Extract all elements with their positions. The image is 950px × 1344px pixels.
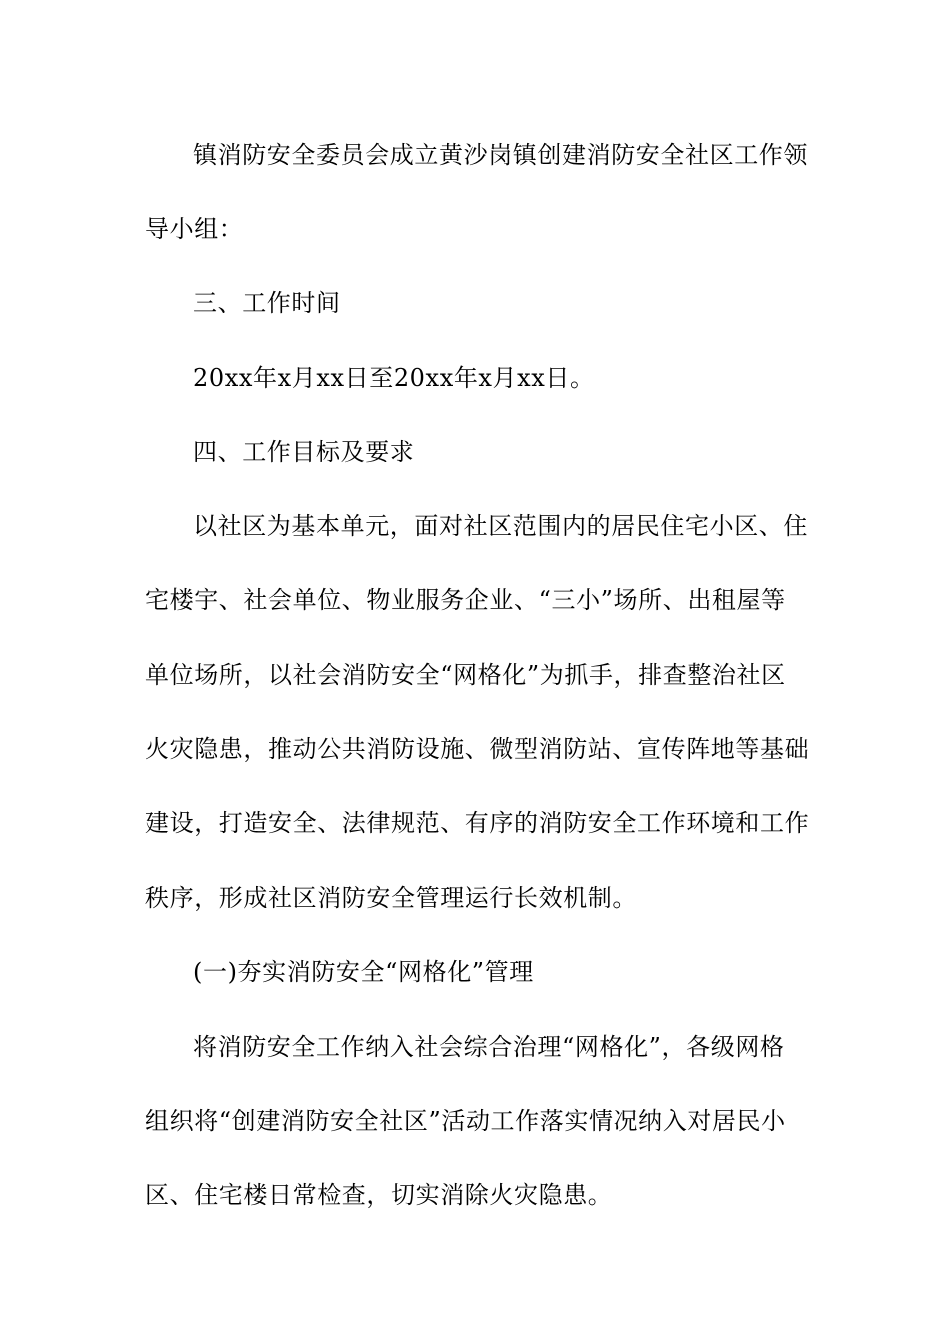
paragraph-line: 镇消防安全委员会成立黄沙岗镇创建消防安全社区工作领 — [193, 141, 808, 169]
paragraph-line: 20xx年x月xx日至20xx年x月xx日。 — [193, 364, 595, 392]
paragraph-line: 宅楼宇、社会单位、物业服务企业、“三小”场所、出租屋等 — [145, 586, 786, 614]
paragraph-line: 将消防安全工作纳入社会综合治理“网格化”，各级网格 — [193, 1033, 785, 1061]
subsection-heading: (一)夯实消防安全“网格化”管理 — [193, 958, 534, 986]
section-heading: 三、工作时间 — [193, 289, 341, 317]
paragraph-line: 区、住宅楼日常检查，切实消除火灾隐患。 — [145, 1181, 613, 1209]
paragraph-line: 火灾隐患，推动公共消防设施、微型消防站、宣传阵地等基础 — [145, 735, 810, 763]
paragraph-line: 以社区为基本单元，面对社区范围内的居民住宅小区、住 — [193, 512, 808, 540]
paragraph-line: 秩序，形成社区消防安全管理运行长效机制。 — [145, 884, 637, 912]
paragraph-line: 单位场所，以社会消防安全“网格化”为抓手，排查整治社区 — [145, 661, 786, 689]
paragraph-line: 导小组： — [145, 215, 244, 243]
paragraph-line: 建设，打造安全、法律规范、有序的消防安全工作环境和工作 — [145, 809, 810, 837]
section-heading: 四、工作目标及要求 — [193, 438, 415, 466]
paragraph-line: 组织将“创建消防安全社区”活动工作落实情况纳入对居民小 — [145, 1107, 786, 1135]
